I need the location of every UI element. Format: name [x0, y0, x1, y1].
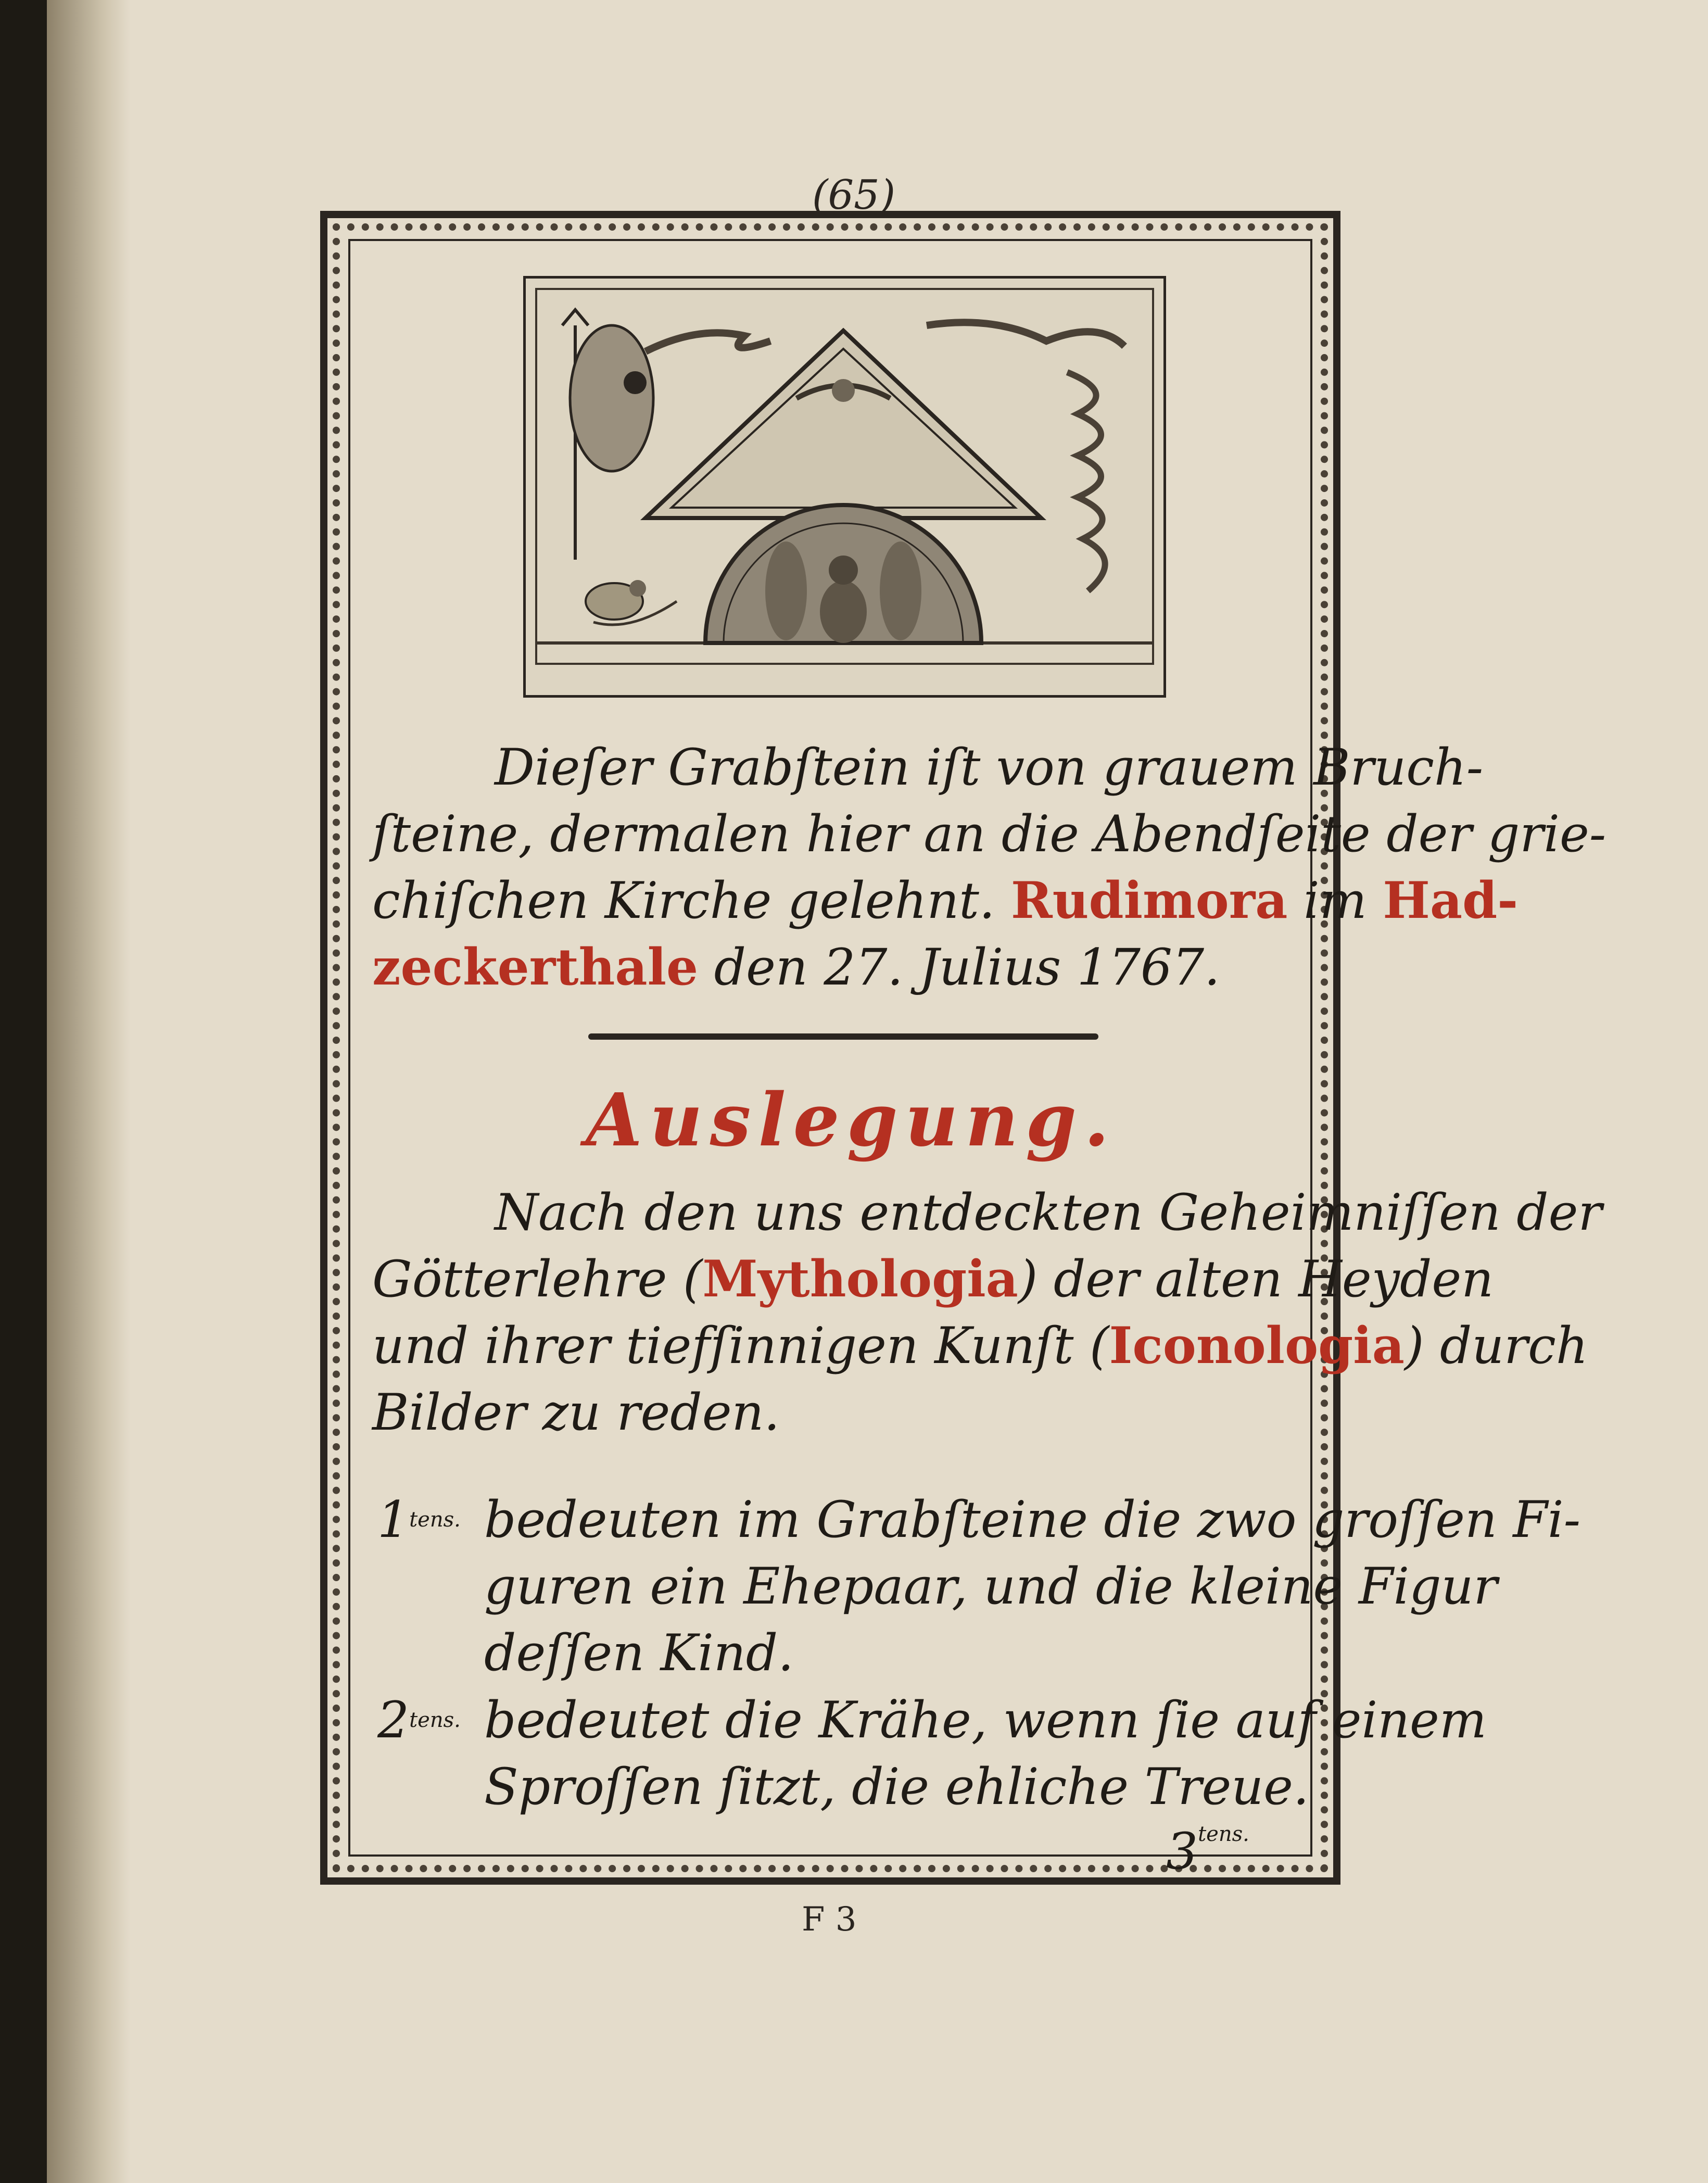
term-mythologia: Mythologia [702, 1250, 1018, 1308]
intro-line: Götterlehre (Mythologia) der alten Heyden [372, 1250, 1494, 1308]
caption-line: zeckerthale den 27. Julius 1767. [372, 938, 1220, 996]
item-body: bedeuten im Grabſteine die zwo groſſen Fi- guren ein Ehepaar, und die kleine Figur deſſen Kind. [484, 1491, 1581, 1682]
divider-rule [588, 1033, 1098, 1040]
caption-line: ſteine, dermalen hier an die Abendſeite der grie- [372, 805, 1606, 863]
section-heading: Auslegung. [586, 1078, 1117, 1163]
caption-line: Dieſer Grabſtein iſt von grauem Bruch- [495, 738, 1484, 797]
place-name-hadzeckerthale-part1: Had- [1383, 871, 1519, 930]
item-body: bedeutet die Krähe, wenn ſie auf einem Sproſſen ſitzt, die ehliche Treue. [484, 1691, 1487, 1816]
intro-paragraph [372, 1179, 1602, 1446]
book-gutter [47, 0, 130, 2183]
intro-line: Bilder zu reden. [372, 1383, 780, 1442]
place-name-hadzeckerthale-part2: zeckerthale [372, 938, 699, 996]
item-number: $1^{tens.}$ [377, 1491, 461, 1549]
item-number: $2^{tens.}$ [377, 1691, 461, 1749]
place-name-rudimora: Rudimora [1010, 871, 1288, 930]
caption-line: chiſchen Kirche gelehnt. Rudimora im Had- [372, 871, 1519, 930]
caption-paragraph [372, 734, 1606, 1001]
engraving-drawing [526, 279, 1163, 695]
intro-line: Nach den uns entdeckten Geheimniſſen der [495, 1183, 1602, 1242]
gravestone-engraving [523, 276, 1166, 698]
catchword: $3^{tens.}$ [1166, 1822, 1249, 1881]
page-number: (65) [812, 172, 896, 219]
intro-line: und ihrer tiefſinnigen Kunſt (Iconologia) durch [372, 1316, 1588, 1375]
term-iconologia: Iconologia [1109, 1316, 1405, 1375]
signature-mark: F 3 [802, 1900, 857, 1939]
